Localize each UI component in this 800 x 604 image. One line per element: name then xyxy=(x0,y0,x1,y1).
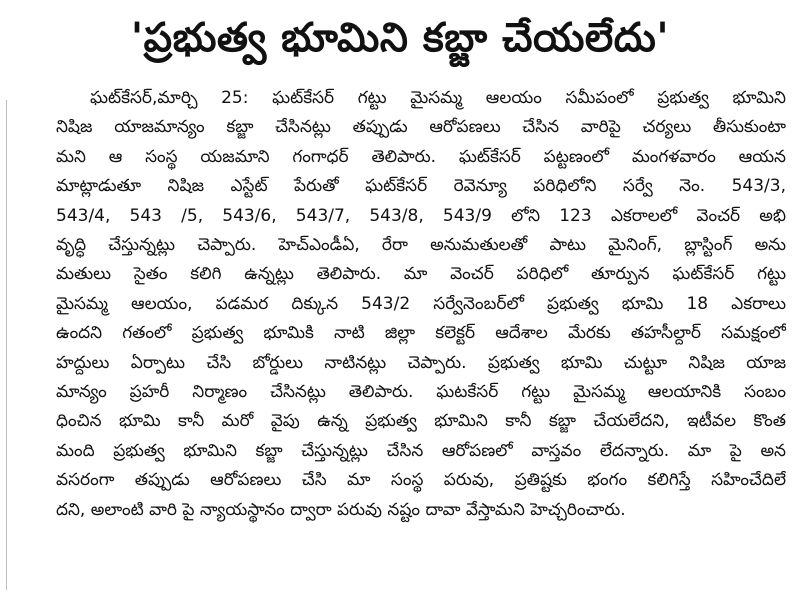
article-line: నిషిజ యాజమాన్యం కబ్జా చేసినట్లు తప్పుడు ఆరోపణలు చేసిన వారిపై చర్యలు తీసుకుంటా xyxy=(56,117,786,138)
article-line: హద్దులు ఏర్పాటు చేసి బోర్డులు నాటినట్లు చెప్పారు. ప్రభుత్వ భూమి చుట్టూ నిషిజ యాజ xyxy=(56,352,786,373)
article-line: ధించిన భూమి కానీ మరో వైపు ఉన్న ప్రభుత్వ భూమిని కానీ కబ్జా చేయలేదని, ఇటీవల కొంత xyxy=(56,411,786,432)
article-line: మైసమ్మ ఆలయం, పడమర దిక్కున 543/2 సర్వేనెంబర్‌లో ప్రభుత్వ భూమి 18 ఎకరాలు xyxy=(56,293,786,314)
article-line: ఉందని గతంలో ప్రభుత్వ భూమికి నాటి జిల్లా కలెక్టర్ ఆదేశాల మేరకు తహసీల్దార్ సమక్షంలో xyxy=(56,323,786,344)
article-body xyxy=(56,84,786,584)
article-line: మంది ప్రభుత్వ భూమిని కబ్జా చేస్తున్నట్లు చేసిన ఆరోపణలో వాస్తవం లేదన్నారు. మా పై అన xyxy=(56,440,786,461)
article-line: వసరంగా తప్పుడు ఆరోపణలు చేసి మా సంస్థ పరువు, ప్రతిష్టకు భంగం కలిగిస్తే సహించేదిలే xyxy=(56,470,786,491)
article-line: వృద్ధి చేస్తున్నట్లు చెప్పారు. హెచ్ఎండీఏ, రేరా అనుమతులతో పాటు మైనింగ్, బ్లాస్టింగ్ అను xyxy=(56,235,786,256)
column-divider xyxy=(6,100,7,590)
article-line: మని ఆ సంస్థ యజమాని గంగాధర్ తెలిపారు. ఘట్‌కేసర్ పట్టణంలో మంగళవారం ఆయన xyxy=(56,146,786,167)
article-line: మతులు సైతం కలిగి ఉన్నట్లు తెలిపారు. మా వెంచర్ పరిధిలో తూర్పున ఘట్‌కేసర్ గట్టు xyxy=(56,264,786,285)
headline: 'ప్రభుత్వ భూమిని కబ్జా చేయలేదు' xyxy=(130,14,670,61)
article-line: మాట్లాడుతూ నిషిజ ఎస్టేట్ పేరుతో ఘట్‌కేసర్ రెవెన్యూ పరిధిలోని సర్వే నెం. 543/3, xyxy=(56,176,786,197)
article-line: దని, అలాంటి వారి పై న్యాయస్థానం ద్వారా పరువు నష్టం దావా వేస్తామని హెచ్చరించారు. xyxy=(56,499,626,520)
article-line: మాన్యం ప్రహరీ నిర్మాణం చేసినట్లు తెలిపారు. ఘటకేసర్ గట్టు మైసమ్మ ఆలయానికి సంబం xyxy=(56,382,786,403)
article-line: 543/4, 543 /5, 543/6, 543/7, 543/8, 543/9 లోని 123 ఎకరాలలో వెంచర్ అభి xyxy=(56,205,786,226)
article-line: ఘట్‌కేసర్,మార్చి 25: ఘట్‌కేసర్ గట్టు మైసమ్మ ఆలయం సమీపంలో ప్రభుత్వ భూమిని xyxy=(90,88,786,108)
